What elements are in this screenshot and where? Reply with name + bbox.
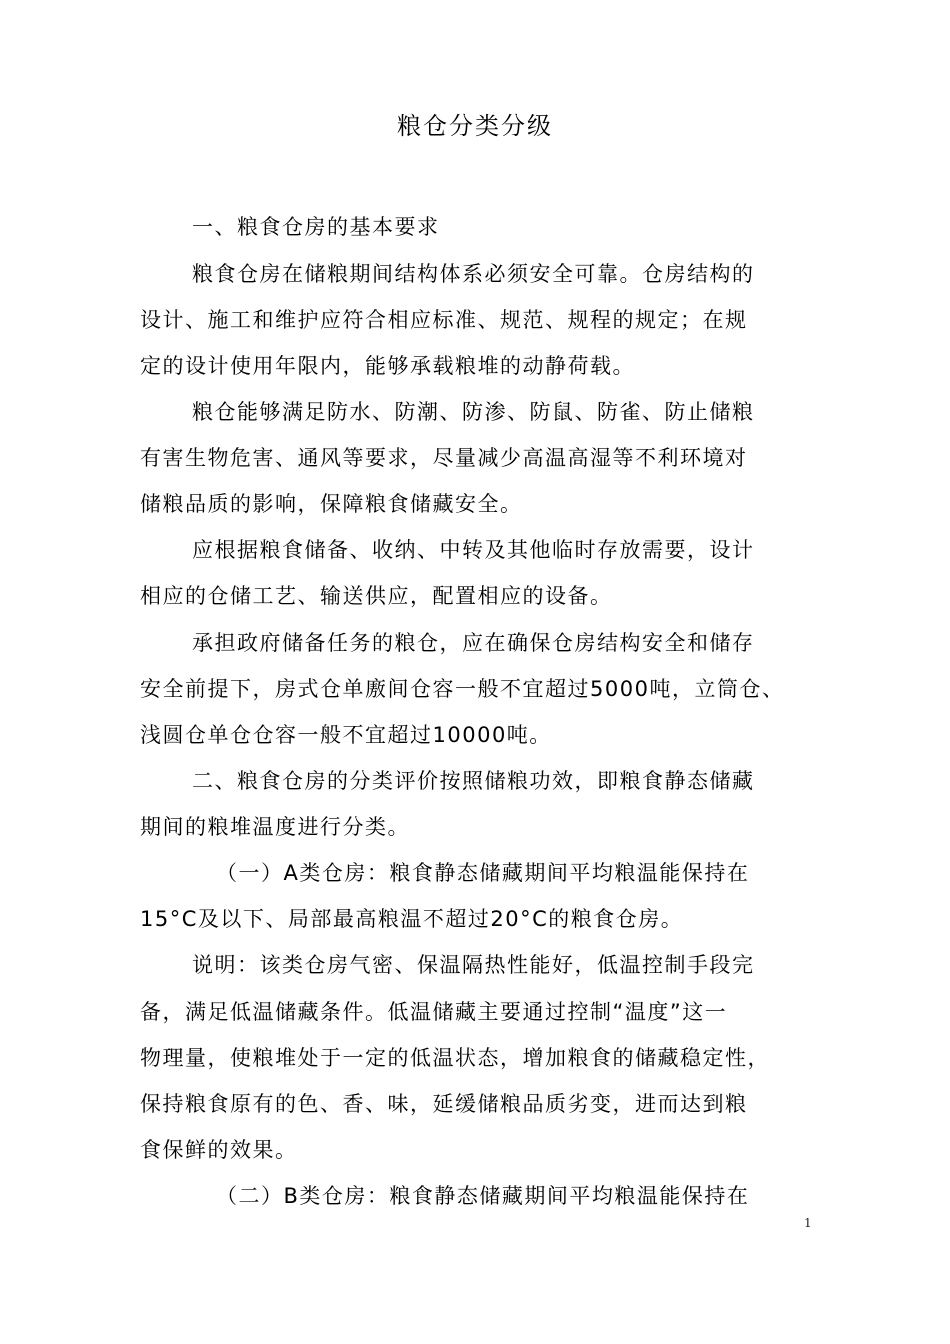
subsection-b-heading: （二）B类仓房：粮食静态储藏期间平均粮温能保持在 [216, 1184, 750, 1208]
paragraph-line: 物理量，使粮堆处于一定的低温状态，增加粮食的储藏稳定性， [140, 1046, 770, 1070]
paragraph-line: 设计、施工和维护应符合相应标准、规范、规程的规定；在规 [140, 308, 748, 332]
paragraph-line: 期间的粮堆温度进行分类。 [140, 815, 410, 839]
paragraph-line: 粮食仓房在储粮期间结构体系必须安全可靠。仓房结构的 [192, 262, 755, 286]
section-heading-2: 二、粮食仓房的分类评价按照储粮功效，即粮食静态储藏 [192, 769, 755, 793]
paragraph-line: 储粮品质的影响，保障粮食储藏安全。 [140, 492, 523, 516]
paragraph-line: 15°C及以下、局部最高粮温不超过20°C的粮食仓房。 [140, 907, 684, 931]
section-heading-1: 一、粮食仓房的基本要求 [192, 215, 440, 239]
document-title: 粮仓分类分级 [397, 112, 553, 140]
subsection-a-heading: （一）A类仓房：粮食静态储藏期间平均粮温能保持在 [216, 861, 750, 885]
paragraph-line: 应根据粮食储备、收纳、中转及其他临时存放需要，设计 [192, 538, 755, 562]
paragraph-line: 定的设计使用年限内，能够承载粮堆的动静荷载。 [140, 354, 635, 378]
paragraph-line: 说明：该类仓房气密、保温隔热性能好，低温控制手段完 [192, 953, 755, 977]
page-number: 1 [804, 1216, 812, 1230]
paragraph-line: 安全前提下，房式仓单廒间仓容一般不宜超过5000吨，立筒仓、 [140, 677, 785, 701]
paragraph-line: 相应的仓储工艺、输送供应，配置相应的设备。 [140, 584, 613, 608]
paragraph-line: 备，满足低温储藏条件。低温储藏主要通过控制“温度”这一 [140, 1000, 728, 1024]
paragraph-line: 食保鲜的效果。 [140, 1138, 298, 1162]
paragraph-line: 承担政府储备任务的粮仓，应在确保仓房结构安全和储存 [192, 631, 755, 655]
paragraph-line: 浅圆仓单仓仓容一般不宜超过10000吨。 [140, 723, 552, 747]
paragraph-line: 保持粮食原有的色、香、味，延缓储粮品质劣变，进而达到粮 [140, 1092, 748, 1116]
paragraph-line: 有害生物危害、通风等要求，尽量减少高温高湿等不利环境对 [140, 446, 748, 470]
paragraph-line: 粮仓能够满足防水、防潮、防渗、防鼠、防雀、防止储粮 [192, 400, 755, 424]
